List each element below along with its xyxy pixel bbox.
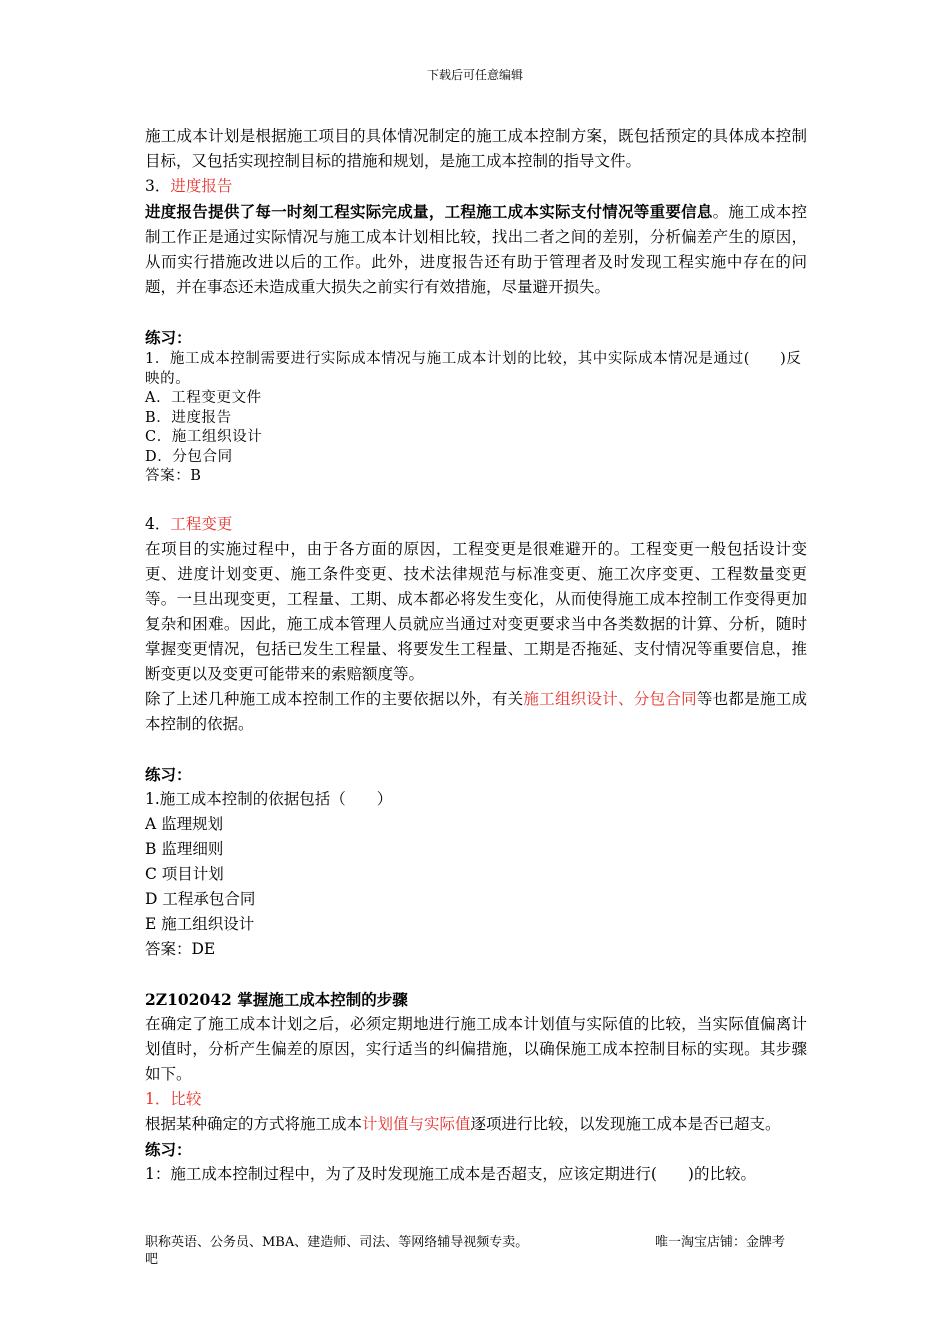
page-header: 下载后可任意编辑 [426,68,523,82]
exercise2-option-d: D 工程承包合同 [145,889,256,908]
change-number: 4． [145,514,171,533]
exercise3-question: 1：施工成本控制过程中，为了及时发现施工成本是否超支，应该定期进行( )的比较。 [145,1164,756,1183]
exercise3-label: 练习： [145,1139,192,1159]
exercise2-question: 1.施工成本控制的依据包括（ ） [145,789,393,808]
progress-bold-lead: 进度报告提供了每一时刻工程实际完成量，工程施工成本实际支付情况等重要信息 [145,202,713,221]
progress-heading [145,174,807,199]
plan-paragraph: 施工成本计划是根据施工项目的具体情况制定的施工成本控制方案，既包括预定的具体成本控制目标，又包括实现控制目标的措施和规划，是施工成本控制的指导文件。 [145,127,807,170]
footer-wrap-text: 吧 [145,1252,159,1267]
steps-paragraph: 在确定了施工成本计划之后，必须定期地进行施工成本计划值与实际值的比较，当实际值偏离计划值时，分析产生偏差的原因，实行适当的纠偏措施，以确保施工成本控制目标的实现。其步骤如下。 [145,1014,807,1083]
exercise2-option-c: C 项目计划 [145,864,224,883]
progress-number: 3． [145,177,171,195]
exercise1-question: 1．施工成本控制需要进行实际成本情况与施工成本计划的比较，其中实际成本情况是通过( )反映的。 [145,351,802,387]
exercise1-answer: 答案：B [145,468,202,484]
change-paragraph: 在项目的实施过程中，由于各方面的原因，工程变更是很难避开的。工程变更一般包括设计变更、进度计划变更、施工条件变更、技术法律规范与标准变更、施工次序变更、工程数量变更等。一旦出现变更，工程量、工期、成本都必将发生变化，从而使得施工成本控制工作变得更加复杂和困难。因此，施工成本管理人员就应当通过对变更要求当中各类数据的计算、分析，随时掌握变更情况，包括已发生工程量、将要发生工程量、工期是否拖延、支付情况等重要信息，推断变更以及变更可能带来的索赔额度等。 [145,539,807,683]
exercise1-option-a: A．工程变更文件 [145,390,262,406]
change-title: 工程变更 [170,514,233,533]
progress-paragraph-rest: 。施工成本控制工作正是通过实际情况与施工成本计划相比较，找出二者之间的差别，分析偏差产生的原因，从而实行措施改进以后的工作。此外，进度报告还有助于管理者及时发现工程实施中存在的问题，并在事态还未造成重大损失之前实行有效措施，尽量避开损失。 [145,203,807,296]
steps-item-paragraph: 根据某种确定的方式将施工成本计划值与实际值逐项进行比较，以发现施工成本是否已超支。 [145,1114,781,1133]
change-highlight: 施工组织设计、分包合同 [523,689,697,708]
steps-item-title: 比较 [170,1089,202,1108]
steps-item-heading: 1．比较 [145,1089,202,1108]
progress-title: 进度报告 [170,177,233,195]
footer-left-text: 职称英语、公务员、MBA、建造师、司法、等网络辅导视频专卖。 [145,1235,529,1250]
page-footer [145,1234,807,1268]
footer-right-text: 唯一淘宝店铺：金牌考 [655,1235,786,1250]
steps-heading: 2Z102042 掌握施工成本控制的步骤 [145,989,408,1009]
exercise2-label: 练习： [145,764,192,784]
exercise2-option-a: A 监理规划 [145,814,224,833]
exercise1-option-d: D．分包合同 [145,448,233,465]
progress-paragraph [145,199,807,300]
change-paragraph-2: 除了上述几种施工成本控制工作的主要依据以外，有关施工组织设计、分包合同等也都是施工成本控制的依据。 [145,689,807,733]
steps-item-highlight: 计划值与实际值 [362,1114,471,1133]
exercise1-option-b: B．进度报告 [145,409,232,426]
change-heading [145,512,807,537]
exercise1-label: 练习： [145,328,192,347]
exercise2-option-e: E 施工组织设计 [145,914,255,933]
exercise2-answer: 答案：DE [145,939,216,958]
exercise2-option-b: B 监理细则 [145,839,224,858]
exercise1-option-c: C．施工组织设计 [145,429,263,445]
document-body [145,124,807,1187]
